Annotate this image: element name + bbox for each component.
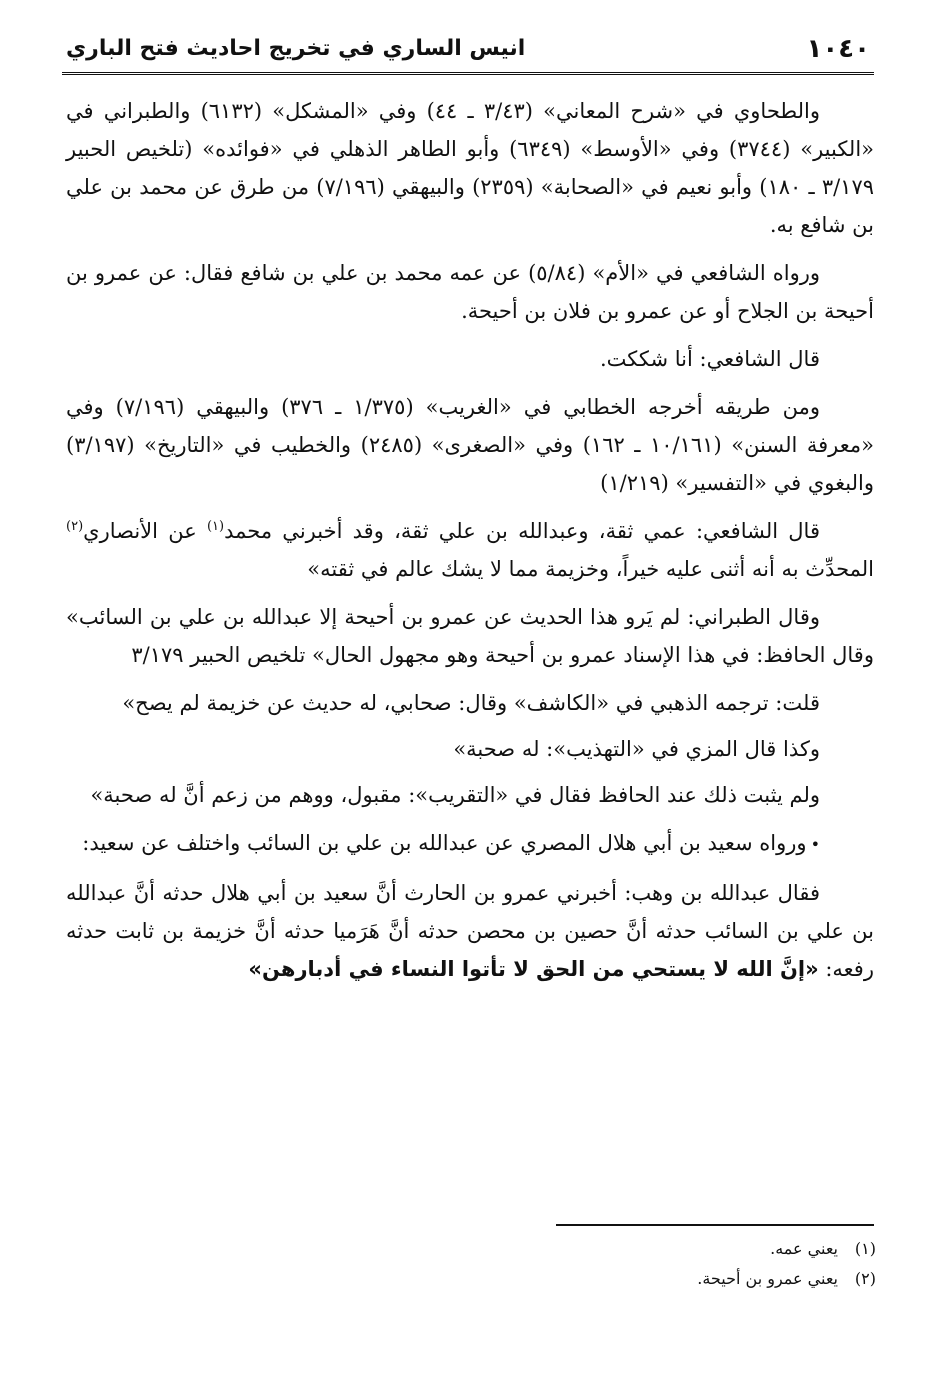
footnote-text: يعني عمه. (770, 1239, 838, 1258)
footnote-ref-2[interactable]: (٢) (66, 519, 84, 534)
paragraph-taqrib: ولم يثبت ذلك عند الحافظ فقال في «التقريب»: مقبول، ووهم من زعم أنَّ له صحبة» (90, 783, 820, 807)
paragraph-dhahabi: قلت: ترجمه الذهبي في «الكاشف» وقال: صحابي، له حديث عن خزيمة لم يصح» (122, 691, 820, 715)
paragraph-mizzi: وكذا قال المزي في «التهذيب»: له صحبة» (453, 737, 820, 761)
footnote-ref-1[interactable]: (١) (206, 519, 225, 534)
final-text: فقال عبدالله بن وهب: أخبرني عمرو بن الحارث أنَّ سعيد بن أبي هلال حدثه أنَّ عبدالله بن علي بن السائب حدثه أنَّ حصين بن محصن حدثه أنَّ هَرَميا حدثه أنَّ خزيمة بن ثابت حدثه رفعه: (66, 881, 874, 981)
page-number: ١٠٤٠ (806, 34, 870, 64)
hadith-quote: «إنَّ الله لا يستحي من الحق لا تأتوا النساء في أدبارهن» (248, 957, 819, 981)
running-title: انيس الساري في تخريج احاديث فتح الباري (66, 36, 526, 61)
footnote-2 (560, 1264, 876, 1294)
footnotes (560, 1234, 876, 1294)
main-text (66, 92, 874, 998)
paragraph-4: ومن طريقه أخرجه الخطابي في «الغريب» (١/٣٧٥ ـ ٣٧٦) والبيهقي (٧/١٩٦) وفي «معرفة السنن» (١٠/١٦١ ـ ١٦٢) وفي «الصغرى» (٢٤٨٥) والخطيب في «التاريخ» (٣/١٩٧) والبغوي في «التفسير» (١/٢١٩) (66, 395, 875, 495)
paragraph-bullet (66, 824, 874, 864)
paragraph-1: والطحاوي في «شرح المعاني» (٣/٤٣ ـ ٤٤) وفي «المشكل» (٦١٣٢) والطبراني في «الكبير» (٣٧٤٤) وفي «الأوسط» (٦٣٤٩) وأبو الطاهر الذهلي في «فوائده» (تلخيص الحبير ٣/١٧٩ ـ ١٨٠) وأبو نعيم في «الصحابة» (٢٣٥٩) والبيهقي (٧/١٩٦) من طرق عن محمد بن علي بن شافع به. (66, 99, 875, 237)
footnote-divider (556, 1224, 874, 1226)
page-header (62, 28, 874, 75)
paragraph-3: قال الشافعي: أنا شككت. (600, 347, 820, 371)
footnote-number: (١) (854, 1239, 876, 1258)
footnote-text: يعني عمرو بن أحيحة. (697, 1269, 838, 1288)
paragraph-2: ورواه الشافعي في «الأم» (٥/٨٤) عن عمه محمد بن علي بن شافع فقال: عن عمرو بن أحيحة بن الجلاح أو عن عمرو بن فلان بن أحيحة. (66, 261, 874, 323)
shafii-text-1: قال الشافعي: عمي ثقة، وعبدالله بن علي ثقة، وقد أخبرني محمد (224, 519, 820, 543)
shafii-text-3: المحدِّث به أنه أثنى عليه خيراً، وخزيمة مما لا يشك عالم في ثقته» (307, 557, 874, 581)
footnote-number: (٢) (854, 1269, 876, 1288)
footnote-1 (560, 1234, 876, 1264)
bullet-text: ورواه سعيد بن أبي هلال المصري عن عبدالله بن علي بن السائب واختلف عن سعيد: (82, 831, 807, 855)
bullet-icon: • (810, 835, 820, 854)
paragraph-final (66, 874, 874, 988)
paragraph-tabarani: وقال الطبراني: لم يَرو هذا الحديث عن عمرو بن أحيحة إلا عبدالله بن علي بن السائب» وقال الحافظ: في هذا الإسناد عمرو بن أحيحة وهو مجهول الحال» تلخيص الحبير ٣/١٧٩ (66, 605, 874, 667)
shafii-text-2: عن الأنصاري (83, 519, 207, 543)
paragraph-shafii (66, 512, 874, 588)
